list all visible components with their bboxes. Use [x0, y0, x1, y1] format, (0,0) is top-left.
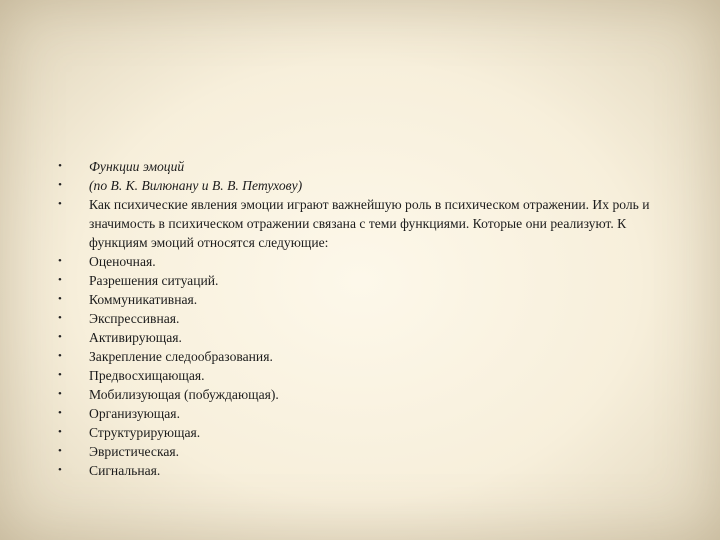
list-item [56, 290, 656, 309]
bullet-icon: • [58, 331, 62, 343]
list-item [56, 385, 656, 404]
bullet-icon: • [58, 445, 62, 457]
list-item [56, 442, 656, 461]
bullet-icon: • [58, 293, 62, 305]
list-item [56, 309, 656, 328]
bullet-icon: • [58, 312, 62, 324]
bullet-icon: • [58, 179, 62, 191]
bullet-icon: • [58, 464, 62, 476]
list-item-text: Как психические явления эмоции играют важнейшую роль в психическом отражении. Их роль и значимость в психическом отражении связана с теми функциями. Которые они реализуют. К функциям эмоций относятся следующие: [89, 197, 650, 250]
list-item-text: (по В. К. Вилюнану и В. В. Петухову) [89, 178, 303, 193]
list-item [56, 195, 656, 252]
bullet-icon: • [58, 426, 62, 438]
list-item [56, 347, 656, 366]
bullet-icon: • [58, 160, 62, 172]
bullet-icon: • [58, 369, 62, 381]
list-item [56, 176, 656, 195]
list-item [56, 366, 656, 385]
list-item [56, 423, 656, 442]
bullet-icon: • [58, 198, 62, 210]
bullet-icon: • [58, 255, 62, 267]
list-item-text: Закрепление следообразования. [89, 349, 273, 364]
bullet-list [56, 157, 656, 480]
list-item-text: Предвосхищающая. [89, 368, 205, 383]
list-item-text: Сигнальная. [89, 463, 161, 478]
list-item-text: Экспрессивная. [89, 311, 180, 326]
list-item [56, 157, 656, 176]
list-item [56, 328, 656, 347]
list-item-text: Разрешения ситуаций. [89, 273, 219, 288]
list-item-text: Активирующая. [89, 330, 182, 345]
list-item [56, 461, 656, 480]
bullet-icon: • [58, 350, 62, 362]
list-item-text: Организующая. [89, 406, 180, 421]
list-item [56, 404, 656, 423]
list-item-text: Мобилизующая (побуждающая). [89, 387, 279, 402]
list-item-text: Коммуникативная. [89, 292, 198, 307]
list-item [56, 252, 656, 271]
list-item-text: Структурирующая. [89, 425, 201, 440]
bullet-icon: • [58, 388, 62, 400]
bullet-icon: • [58, 407, 62, 419]
list-item [56, 271, 656, 290]
list-item-text: Эвристическая. [89, 444, 180, 459]
list-item-text: Оценочная. [89, 254, 156, 269]
bullet-icon: • [58, 274, 62, 286]
list-item-text: Функции эмоций [89, 159, 185, 174]
